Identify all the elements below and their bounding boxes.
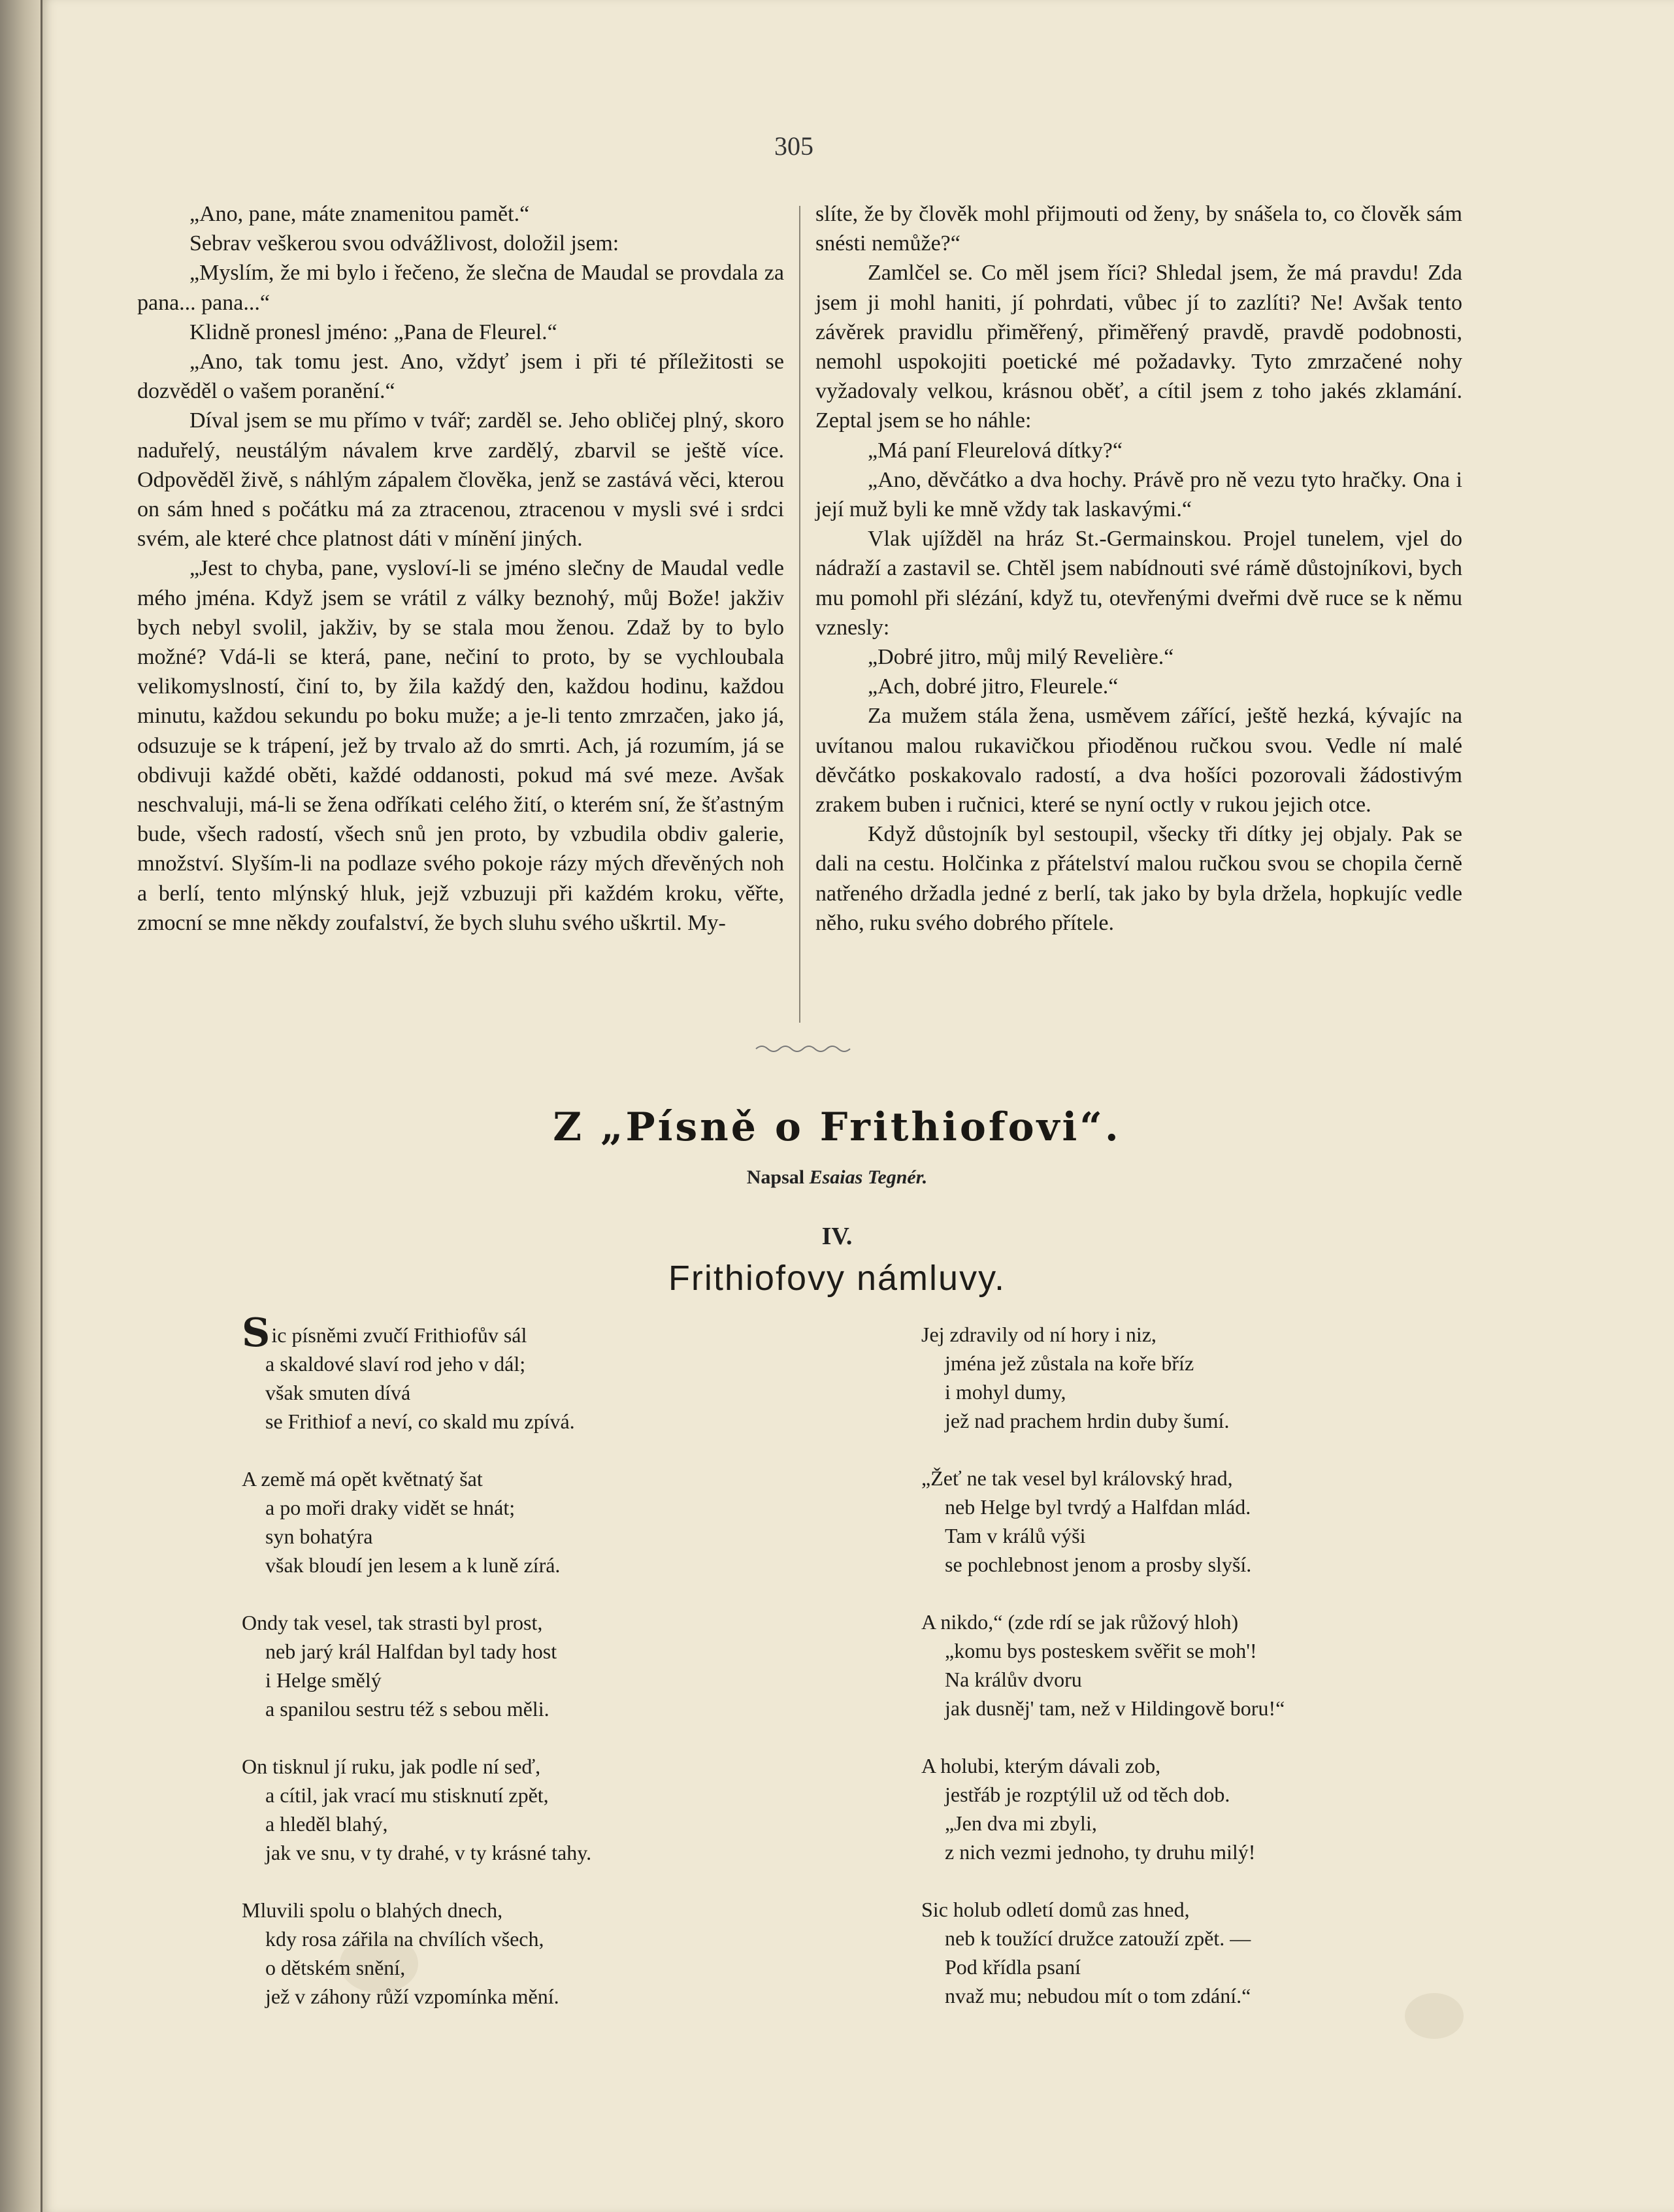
paragraph: „Ach, dobré jitro, Fleurele.“ [868, 674, 1119, 699]
paragraph: Klidně pronesl jméno: „Pana de Fleurel.“ [189, 320, 557, 344]
verse-line: nvaž mu; nebudou mít o tom zdání.“ [945, 1984, 1251, 2007]
verse-line: On tisknul jí ruku, jak podle ní seď, [242, 1755, 541, 1778]
paragraph: Zamlčel se. Co měl jsem říci? Shledal jsem, že má pravdu! Zda jsem ji mohl haniti, jí pohrdati, vůbec jí to zazlíti? Ne! Avšak tento závěrek pravidlu přiměřený, přiměřený pravdě, pravdě podobnosti, nemohl uspokojiti poetické mé požadavky. Tyto zmrzačené nohy vyžadovaly velkou, krásnou oběť, a cítil jsem z toho jakés zklamání. Zeptal jsem se ho náhle: [815, 261, 1462, 433]
verse-line: se pochlebnost jenom a prosby slyší. [945, 1553, 1252, 1576]
stanza [921, 1320, 1496, 1435]
verse-line: však smuten dívá [265, 1381, 411, 1404]
column-divider [799, 206, 800, 1023]
verse-line: se Frithiof a neví, co skald mu zpívá. [265, 1410, 575, 1433]
paragraph: Sebrav veškerou svou odvážlivost, doložil jsem: [189, 231, 619, 256]
byline [0, 1166, 1674, 1189]
paragraph: „Myslím, že mi bylo i řečeno, že slečna de Maudal se provdala za pana... pana...“ [137, 261, 784, 315]
stanza [921, 1751, 1496, 1866]
verse-line: jestřáb je rozptýlil už od těch dob. [945, 1783, 1230, 1806]
verse-line: A nikdo,“ (zde rdí se jak růžový hloh) [921, 1610, 1239, 1634]
verse-line: neb jarý král Halfdan byl tady host [265, 1640, 557, 1663]
verse-line: jak ve snu, v ty drahé, v ty krásné tahy. [265, 1841, 592, 1864]
verse-line: Pod křídla psaní [945, 1955, 1081, 1979]
stanza [921, 1608, 1496, 1723]
stanza [242, 1464, 817, 1579]
drop-cap: S [242, 1310, 271, 1356]
verse-line: i Helge smělý [265, 1668, 382, 1692]
verse-line: syn bohatýra [265, 1525, 373, 1548]
page-number: 305 [774, 131, 813, 161]
verse-line: A holubi, kterým dávali zob, [921, 1754, 1161, 1777]
byline-prefix: Napsal [746, 1166, 805, 1188]
poem-title: Z „Písně o Frithiofovi“. [553, 1104, 1121, 1150]
stanza [921, 1464, 1496, 1579]
verse-column-left [242, 1310, 817, 2039]
stanza [921, 1895, 1496, 2010]
stanza [242, 1896, 817, 2011]
verse-column-right [921, 1320, 1496, 2039]
section-number: IV. [821, 1223, 853, 1250]
paragraph: Když důstojník byl sestoupil, všecky tři dítky jej objaly. Pak se dali na cestu. Holčinka z přátelství malou ručkou svou se chopila černě natřeného držadla jedné z berlí, tak jako by byla držela, hopkujíc vedle něho, ruku svého dobrého přítele. [815, 822, 1462, 935]
stanza [242, 1752, 817, 1867]
paragraph: „Ano, pane, máte znamenitou pamět.“ [189, 202, 530, 226]
verse-line: neb k toužící družce zatouží zpět. — [945, 1926, 1251, 1950]
verse-line: jak dusněj' tam, než v Hildingově boru!“ [945, 1696, 1285, 1720]
prose-column-right [815, 199, 1462, 938]
paragraph: Za mužem stála žena, usměvem zářící, ještě hezká, kývajíc na uvítanou malou rukavičkou přioděnou ručkou svou. Vedle ní malé děvčátko poskakovalo radostí, a dva hošíci pozorovali žádostivým zrakem buben i ručnici, které se nyní octly v rukou jejich otce. [815, 704, 1462, 817]
verse-line: a hleděl blahý, [265, 1812, 388, 1836]
verse-line: kdy rosa zářila na chvílích všech, [265, 1927, 544, 1951]
author-name: Esaias Tegnér. [809, 1166, 928, 1188]
verse-line: a po moři draky vidět se hnát; [265, 1496, 516, 1519]
verse-line: neb Helge byl tvrdý a Halfdan mlád. [945, 1495, 1251, 1519]
verse-line: a skaldové slaví rod jeho v dál; [265, 1352, 526, 1376]
paragraph: „Ano, tak tomu jest. Ano, vždyť jsem i při té příležitosti se dozvěděl o vašem poranění.“ [137, 350, 784, 404]
verse-line: Na králův dvoru [945, 1668, 1082, 1691]
paragraph: slíte, že by člověk mohl přijmouti od ženy, by snášela to, co člověk sám snésti nemůže?“ [815, 202, 1462, 256]
verse-line: „Jen dva mi zbyli, [945, 1811, 1097, 1835]
verse-line: „komu bys posteskem svěřit se moh'! [945, 1639, 1257, 1662]
verse-line: a spanilou sestru též s sebou měli. [265, 1697, 550, 1721]
verse-line: jména jež zůstala na koře bříz [945, 1351, 1194, 1375]
separator-ornament [755, 1042, 853, 1055]
verse-line: Sic holub odletí domů zas hned, [921, 1898, 1190, 1921]
paragraph: „Jest to chyba, pane, vysloví-li se jméno slečny de Maudal vedle mého jména. Když jsem se vrátil z války beznohý, můj Bože! jakživ bych nebyl svolil, jakživ, by se stala mou ženou. Zdaž by to bylo možné? Vdá-li se která, pane, nečiní to proto, by se vychloubala velikomyslností, činí to, by žila každý den, každou hodinu, každou minutu, každou sekundu po boku muže; a je-li tento zmrzačen, jako já, odsuzuje se k trápení, jež by trvalo až do smrti. Ach, já rozumím, já se obdivuji každé oběti, každé oddanosti, pokud má své meze. Avšak neschvaluji, má-li se žena odříkati celého žití, o kterém sní, že šťastným bude, všech radostí, všech snů jen proto, by vzbudila obdiv galerie, množství. Slyším-li na podlaze svého pokoje rázy mých dřevěných noh a berlí, tento mlýnský hluk, jejž vzbuzuji při každém kroku, věřte, zmocní se mne někdy zoufalství, že bych sluhu svého uškrtil. My- [137, 556, 784, 935]
verse-line: o dětském snění, [265, 1956, 406, 1979]
section-title: Frithiofovy námluvy. [668, 1259, 1006, 1298]
verse-line: však bloudí jen lesem a k luně zírá. [265, 1553, 561, 1577]
verse-line: z nich vezmi jednoho, ty druhu milý! [945, 1840, 1256, 1864]
verse-line: „Žeť ne tak vesel byl královský hrad, [921, 1466, 1233, 1490]
paragraph: „Ano, děvčátko a dva hochy. Právě pro ně vezu tyto hračky. Ona i její muž byli ke mně vždy tak laskavými.“ [815, 467, 1462, 522]
stanza [242, 1310, 817, 1436]
paragraph: Díval jsem se mu přímo v tvář; zarděl se. Jeho obličej plný, skoro naduřelý, neustálým návalem krve zardělý, zbarvil se ještě více. Odpověděl živě, s náhlým zápalem člověka, jenž se zastává věci, kterou on sám hned s počátku má za ztracenou, ztracenou v mysli své i srdci svém, ale které chce platnost dáti v mínění jiných. [137, 408, 784, 552]
verse-line: Mluvili spolu o blahých dnech, [242, 1898, 503, 1922]
verse-line: jež nad prachem hrdin duby šumí. [945, 1409, 1230, 1432]
verse-line [242, 1310, 817, 1356]
verse-line-text: ic písněmi zvučí Frithiofův sál [271, 1323, 527, 1347]
paragraph: Vlak ujížděl na hráz St.-Germainskou. Projel tunelem, vjel do nádraží a zastavil se. Chtěl jsem nabídnouti své rámě důstojníkovi, bych mu pomohl při slézání, když tu, otevřenými dveřmi dvě ruce se k němu vznesly: [815, 527, 1462, 640]
verse-line: Tam v králů výši [945, 1524, 1086, 1547]
stanza [242, 1608, 817, 1723]
paragraph: „Dobré jitro, můj milý Revelière.“ [868, 645, 1174, 670]
verse-line: a cítil, jak vrací mu stisknutí zpět, [265, 1783, 549, 1807]
verse-line: Ondy tak vesel, tak strasti byl prost, [242, 1611, 543, 1634]
verse-line: i mohyl dumy, [945, 1380, 1066, 1404]
verse-line: A země má opět květnatý šat [242, 1467, 483, 1491]
verse-line: Jej zdravily od ní hory i niz, [921, 1323, 1157, 1346]
prose-column-left [137, 199, 784, 938]
paragraph: „Má paní Fleurelová dítky?“ [868, 438, 1123, 463]
verse-line: jež v záhony růží vzpomínka mění. [265, 1985, 559, 2008]
